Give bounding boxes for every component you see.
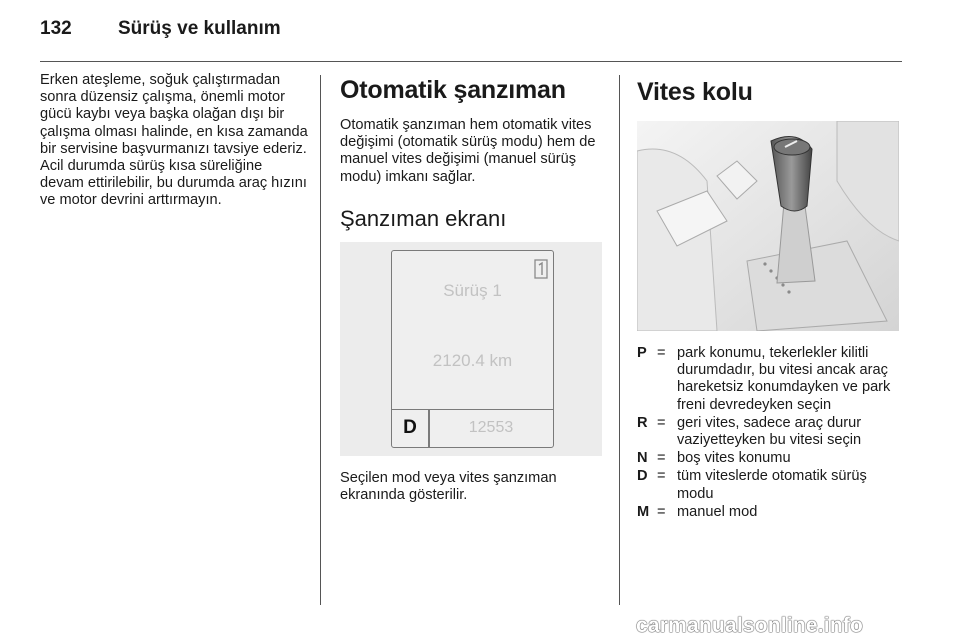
gear-item-r — [637, 415, 907, 449]
display-mode-text: Sürüş 1 — [443, 280, 502, 300]
subsection-heading: Şanzıman ekranı — [340, 205, 507, 231]
gear-indicator-icon — [534, 259, 548, 279]
section-heading: Otomatik şanzıman — [340, 76, 566, 104]
gear-item-m — [637, 504, 907, 521]
display-total-odometer: 12553 — [468, 418, 514, 436]
gear-key: D — [637, 468, 648, 485]
gear-equals: = — [657, 450, 666, 467]
column-right — [637, 72, 907, 522]
column-left — [40, 72, 308, 210]
column-divider-1 — [320, 75, 321, 605]
gear-equals: = — [657, 468, 666, 485]
transmission-display — [391, 250, 554, 448]
page-number: 132 — [40, 18, 72, 39]
gear-key: P — [637, 345, 647, 361]
header-rule — [40, 61, 902, 62]
gear-description: manuel mod — [677, 503, 758, 520]
gear-lever-photo — [637, 121, 899, 331]
chapter-title: Sürüş ve kullanım — [118, 18, 281, 39]
gear-key: M — [637, 503, 650, 520]
display-odometer: 2120.4 km — [432, 350, 513, 370]
gear-equals: = — [657, 345, 666, 361]
display-divider — [392, 409, 553, 411]
gear-description: tüm viteslerde otomatik sürüş modu — [677, 468, 867, 502]
gear-key: N — [637, 450, 648, 467]
column-middle — [340, 72, 605, 504]
gear-equals: = — [657, 503, 666, 520]
gear-equals: = — [657, 414, 666, 431]
warning-paragraph: Erken ateşleme, soğuk çalıştırmadan sonra düzensiz çalışma, önemli motor gücü kaybı veya başka olağan dışı bir çalışma olması halinde, en kısa zamanda bir servisine başvurmanızı tavsiye ederiz. Acil durumda sürüş kısa süreliğine devam ettirilebilir, bu durumda araç hızını ve motor devrini arttırmayın. — [40, 72, 308, 209]
gear-description: geri vites, sadece araç durur vaziyetteyken bu vitesi seçin — [677, 414, 862, 449]
gear-lever-heading: Vites kolu — [637, 78, 753, 106]
gear-description: park konumu, tekerlekler kilitli durumdadır, bu vitesi ancak araç hareketsiz konumdayken ve park freni devredeyken seçin — [677, 345, 891, 413]
gear-item-n — [637, 450, 907, 467]
page-header — [40, 18, 920, 48]
display-caption: Seçilen mod veya vites şanzıman ekranında gösterilir. — [340, 469, 557, 504]
gear-item-p — [637, 345, 907, 414]
intro-paragraph: Otomatik şanzıman hem otomatik vites değişimi (otomatik sürüş modu) hem de manuel vites değişimi (manuel sürüş modu) imkanı sağlar. — [340, 117, 596, 185]
gear-key: R — [637, 414, 648, 431]
column-divider-2 — [619, 75, 620, 605]
gear-lever-illustration — [637, 121, 899, 331]
gear-item-d — [637, 468, 907, 502]
gear-description: boş vites konumu — [677, 450, 791, 467]
display-gear-letter: D — [403, 416, 417, 438]
watermark: carmanualsonline.info — [636, 614, 864, 637]
gear-position-list — [637, 345, 907, 521]
transmission-display-figure — [340, 242, 602, 456]
